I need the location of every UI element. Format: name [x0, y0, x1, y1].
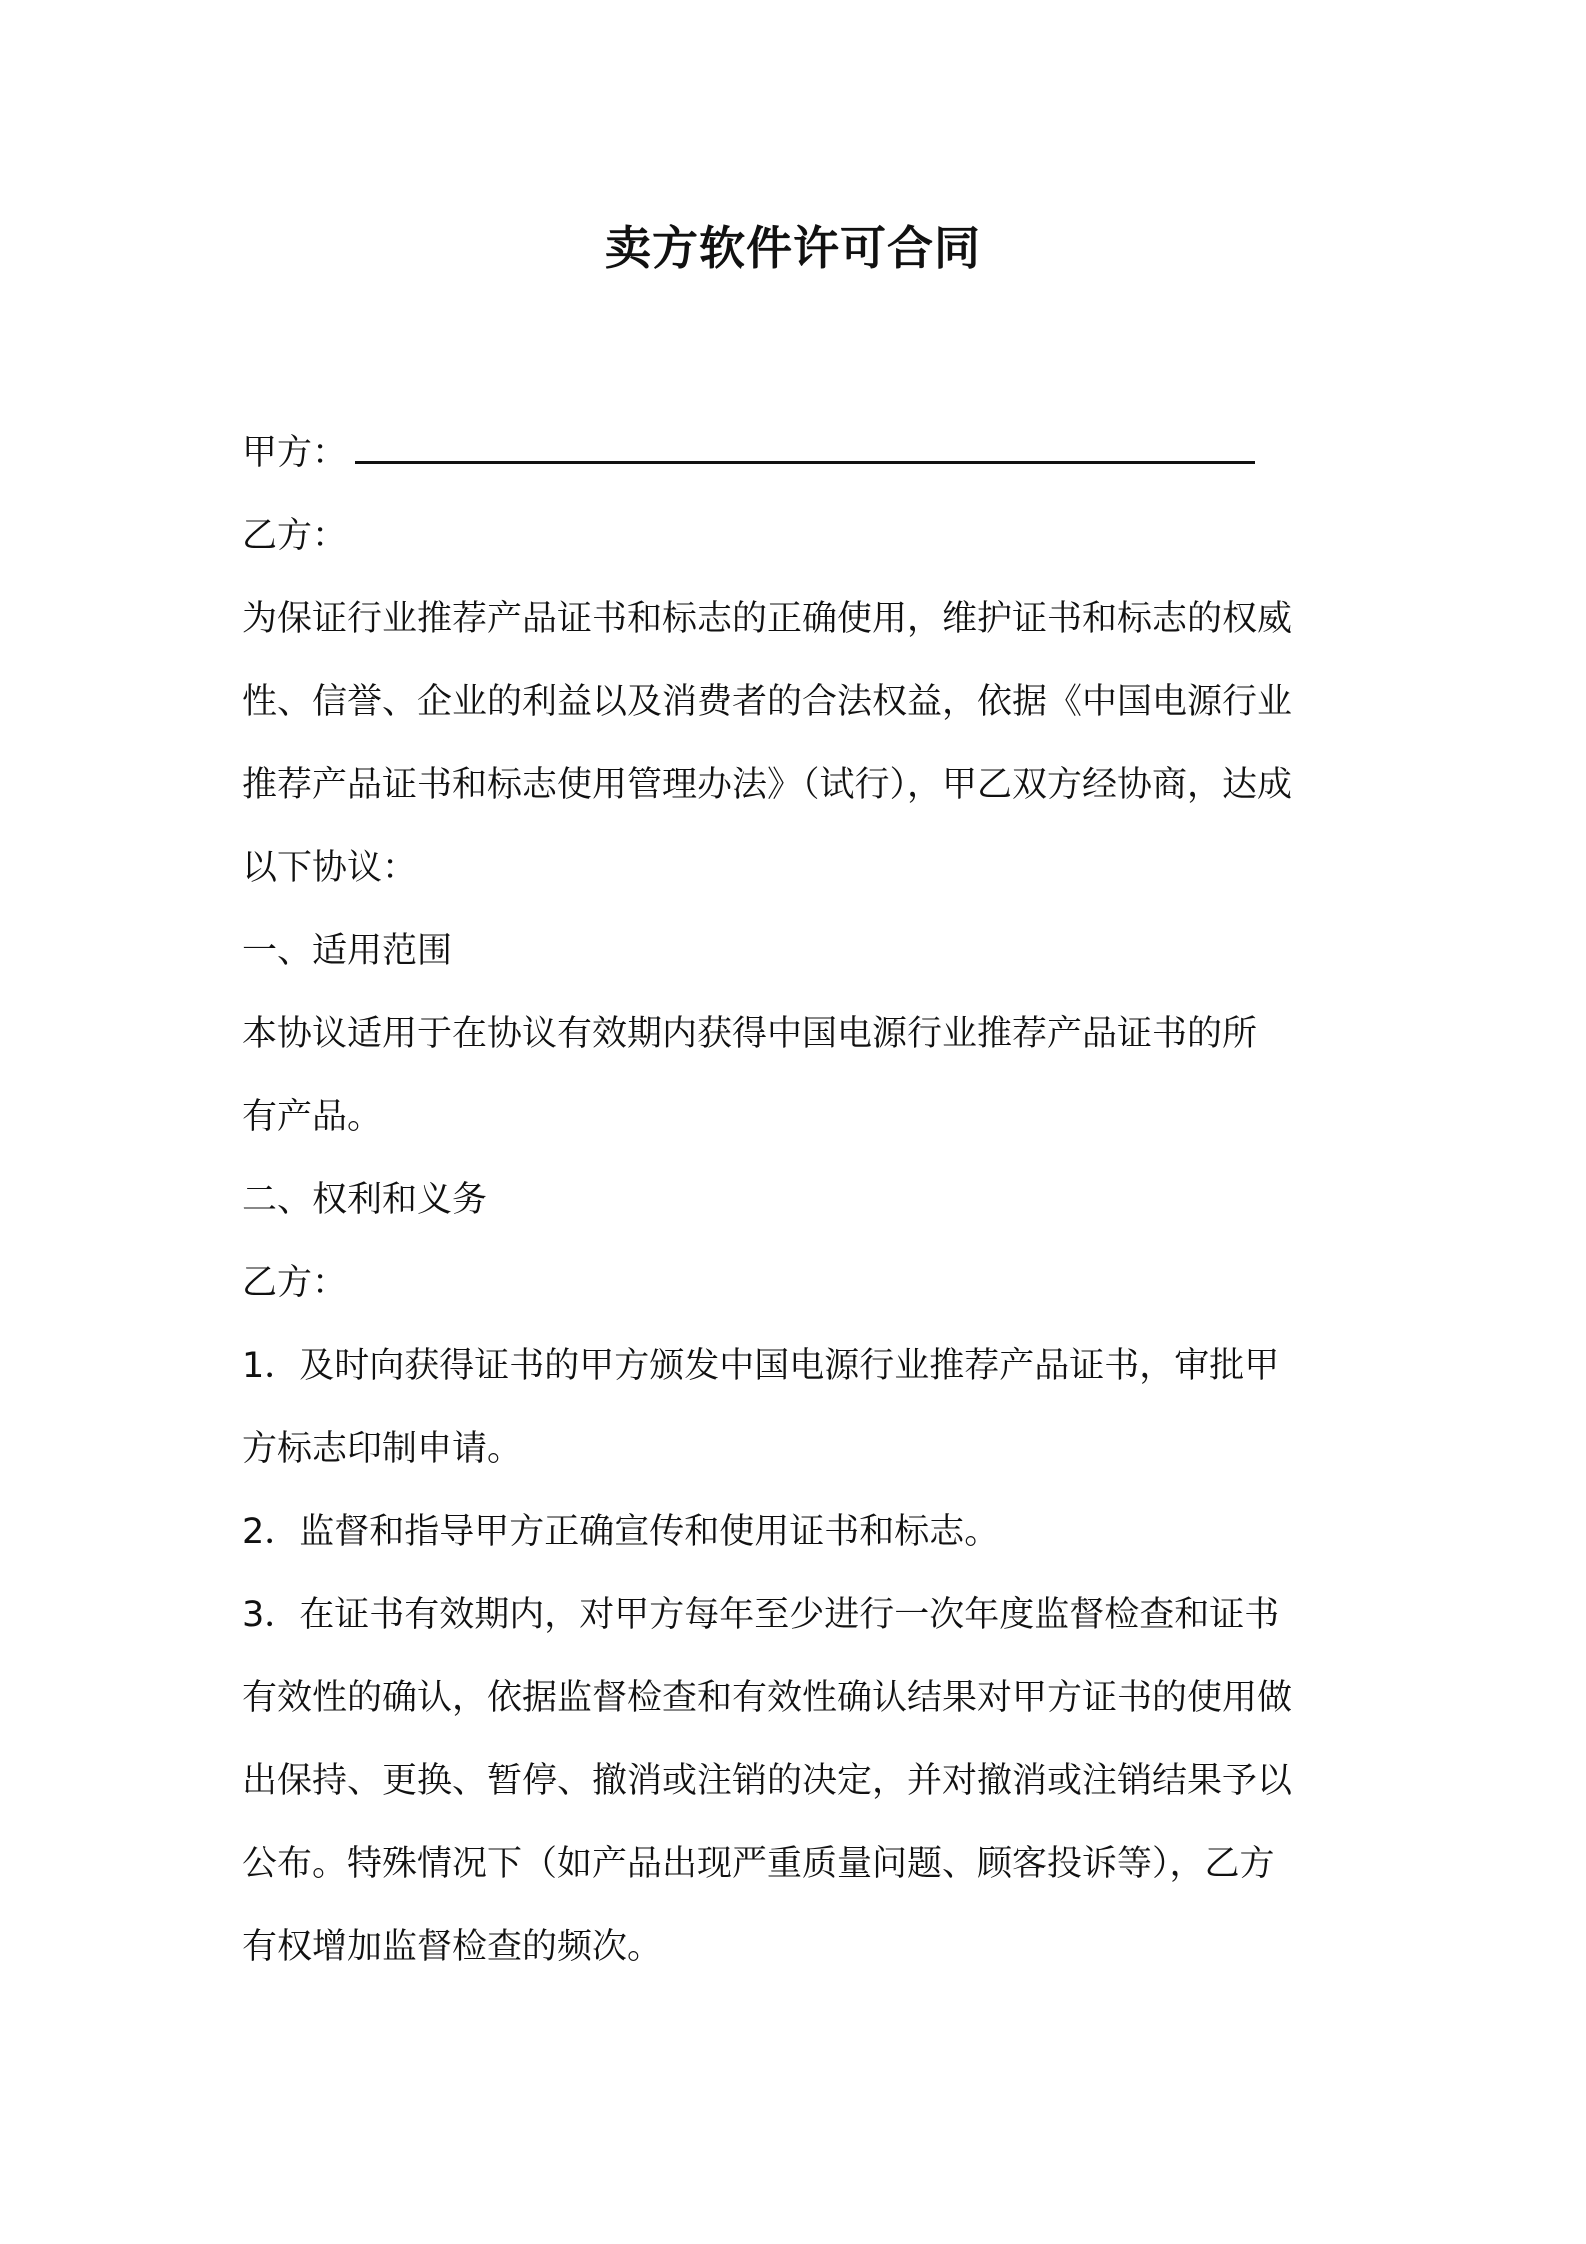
preamble-line: 为保证行业推荐产品证书和标志的正确使用，维护证书和标志的权威: [242, 599, 1293, 639]
preamble-line: 推荐产品证书和标志使用管理办法》（试行），甲乙双方经协商，达成: [242, 765, 1293, 805]
party-a-blank: [355, 425, 1255, 464]
party-a-line: [242, 412, 1354, 495]
section1-heading: 一、适用范围: [242, 931, 453, 971]
section2-heading: 二、权利和义务: [242, 1180, 488, 1220]
party-a-label: 甲方：: [242, 433, 348, 473]
section2-party-label: 乙方：: [242, 1263, 348, 1303]
item3-line: 出保持、更换、暂停、撤消或注销的决定，并对撤消或注销结果予以: [242, 1761, 1293, 1801]
item1-line: 方标志印制申请。: [242, 1429, 523, 1469]
item3-line: 3．在证书有效期内，对甲方每年至少进行一次年度监督检查和证书: [242, 1595, 1280, 1635]
preamble-line: 性、信誉、企业的利益以及消费者的合法权益，依据《中国电源行业: [242, 682, 1293, 722]
document-body: [242, 412, 1354, 1989]
item2-line: 2．监督和指导甲方正确宣传和使用证书和标志。: [242, 1512, 1000, 1552]
item3-line: 有权增加监督检查的频次。: [242, 1927, 663, 1967]
section1-body-line: 本协议适用于在协议有效期内获得中国电源行业推荐产品证书的所: [242, 1014, 1258, 1054]
preamble-line: 以下协议：: [242, 848, 418, 888]
document-title: 卖方软件许可合同: [605, 221, 981, 275]
item3-line: 公布。特殊情况下（如产品出现严重质量问题、顾客投诉等），乙方: [242, 1844, 1275, 1884]
item3-line: 有效性的确认，依据监督检查和有效性确认结果对甲方证书的使用做: [242, 1678, 1293, 1718]
party-b-label: 乙方：: [242, 516, 348, 556]
section1-body-line: 有产品。: [242, 1097, 383, 1137]
item1-line: 1．及时向获得证书的甲方颁发中国电源行业推荐产品证书，审批甲: [242, 1346, 1280, 1386]
